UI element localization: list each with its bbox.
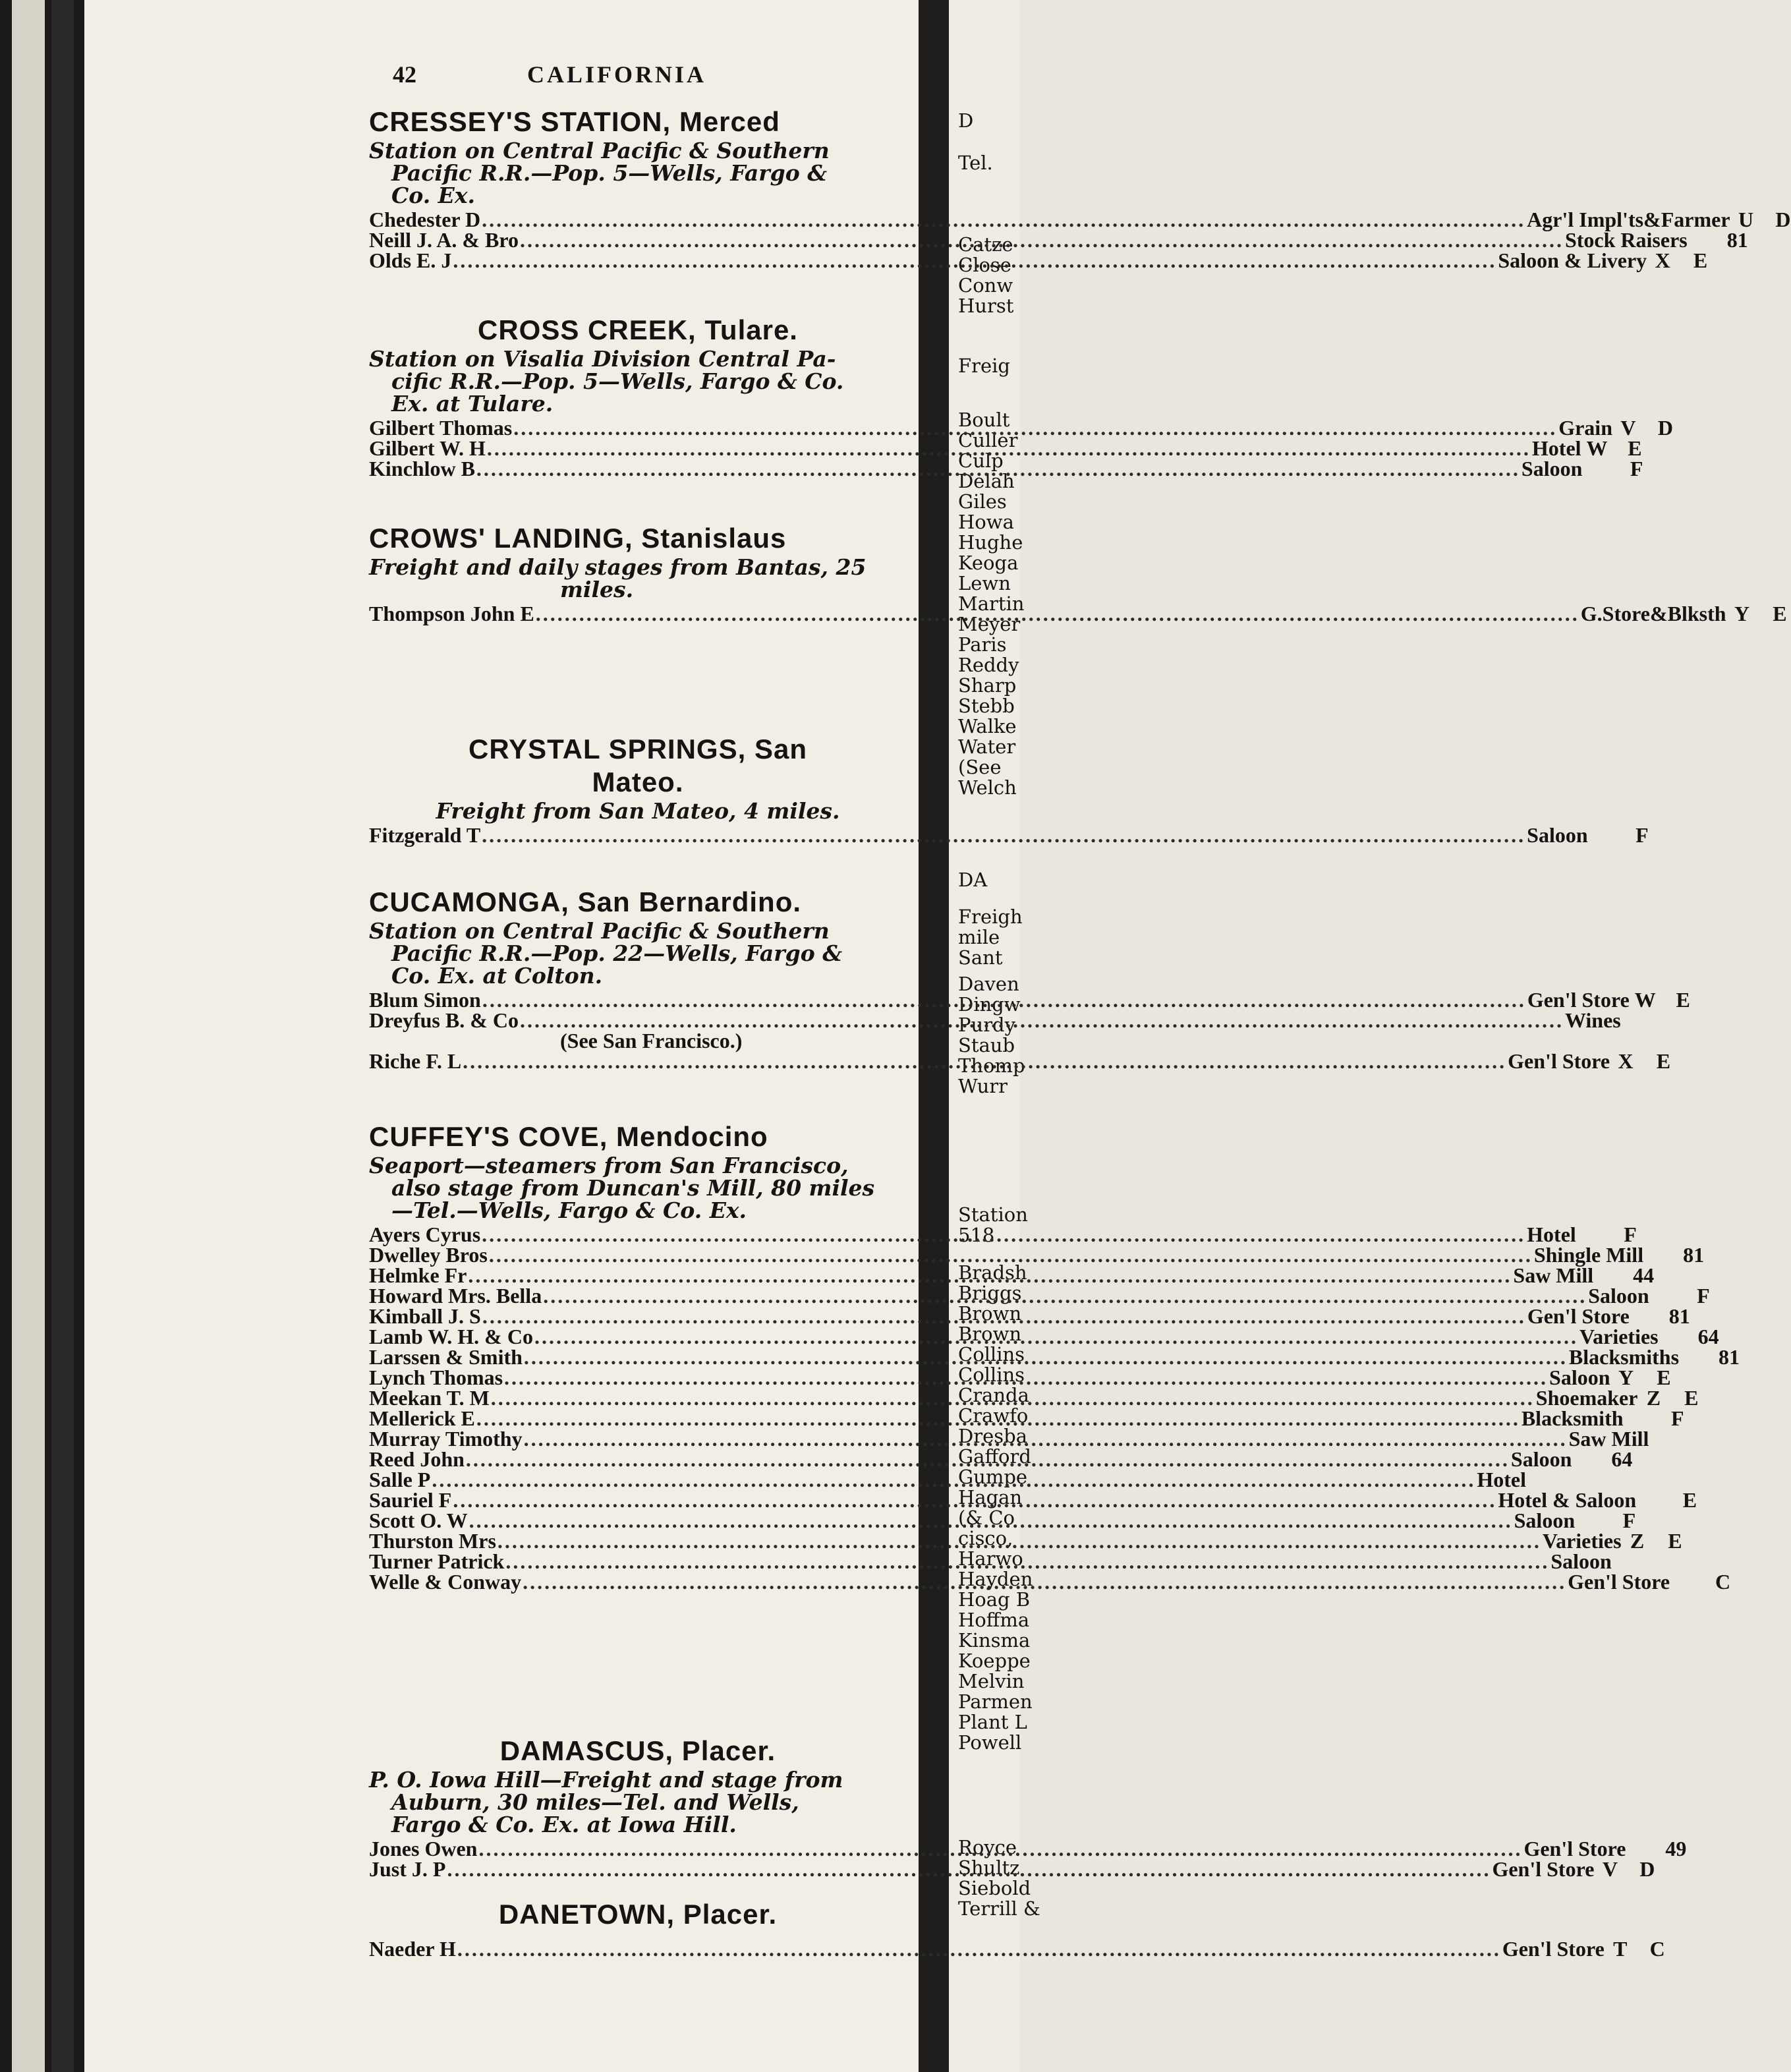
entry-business: Saloon (1514, 1509, 1576, 1532)
leader-dots (466, 1445, 1510, 1470)
facing-page-line: Hagan (958, 1486, 1023, 1509)
capital-rating: F (1624, 1223, 1637, 1246)
entry-business: Saloon (1550, 1549, 1612, 1573)
facing-page-line: Boult (958, 409, 1010, 431)
leader-dots (524, 1347, 1568, 1367)
entry-business: Gen'l Store (1568, 1570, 1670, 1594)
facing-page-line: Melvin (958, 1670, 1025, 1692)
entry-business: Saloon (1510, 1447, 1572, 1471)
entry-business: Gen'l Store (1527, 1304, 1630, 1328)
capital-rating: 81 (1726, 228, 1748, 252)
facing-page-line: Station (958, 1203, 1028, 1226)
entry-business: Varieties (1542, 1529, 1622, 1553)
facing-page-line: Parmen (958, 1690, 1033, 1713)
entry-name: Naeder H (369, 1937, 456, 1961)
capital-rating: 81 (1683, 1243, 1705, 1267)
directory-entry (369, 823, 1649, 847)
leader-dots (543, 1286, 1587, 1306)
capital-rating: 64 (1611, 1447, 1633, 1471)
directory-entry (369, 1509, 1636, 1532)
facing-page-line: Meyer (958, 613, 1021, 635)
facing-page-line: Keoga (958, 552, 1019, 574)
town-heading: CRESSEY'S STATION, Merced (369, 106, 780, 137)
entry-business: Saw Mill (1513, 1263, 1594, 1287)
facing-page-line: D (958, 109, 974, 132)
town-description: Station on Central Pacific & Southern Pacific R.R.—Pop. 22—Wells, Fargo & Co. Ex. at Colton. (369, 918, 843, 989)
facing-page-line: Hayden (958, 1568, 1033, 1590)
credit-rating: X (1618, 1049, 1634, 1073)
facing-page-line: Purdy (958, 1014, 1015, 1036)
entry-business: Saloon (1527, 823, 1588, 847)
entry-business: Hotel & Saloon (1498, 1488, 1637, 1512)
facing-page-line: Reddy (958, 654, 1019, 676)
facing-page-line: Gumpe (958, 1466, 1028, 1488)
credit-rating: Z (1646, 1386, 1661, 1410)
town-heading: CROWS' LANDING, Stanislaus (369, 523, 787, 554)
leader-dots (520, 230, 1564, 250)
capital-rating: 81 (1719, 1345, 1740, 1369)
credit-rating: X (1655, 248, 1670, 272)
credit-rating: V (1620, 416, 1636, 440)
leader-dots (482, 825, 1525, 846)
capital-rating: E (1657, 1366, 1671, 1389)
leader-dots (536, 604, 1579, 624)
facing-page-line: DA (958, 869, 988, 891)
leader-dots (482, 210, 1525, 230)
credit-rating: Y (1734, 602, 1750, 625)
leader-dots (482, 990, 1526, 1010)
leader-dots (478, 1836, 1522, 1859)
entry-name: Riche F. L (369, 1049, 462, 1073)
credit-rating: U (1738, 208, 1754, 231)
facing-page-line: Briggs (958, 1282, 1022, 1304)
capital-rating: F (1697, 1284, 1710, 1308)
facing-page-text-block (949, 153, 993, 173)
leader-dots (469, 1511, 1513, 1531)
facing-page-line: cisco, (958, 1527, 1013, 1549)
facing-page-fragment (949, 0, 1040, 2072)
facing-page-line: Royce (958, 1836, 1017, 1858)
capital-rating: 49 (1665, 1837, 1687, 1860)
facing-page-line: Stebb (958, 695, 1015, 717)
entry-name: Sauriel F (369, 1488, 452, 1512)
entry-name: Neill J. A. & Bro (369, 228, 519, 252)
leader-dots (534, 1327, 1578, 1347)
town-description: Freight from San Mateo, 4 miles. (436, 798, 840, 824)
leader-dots (504, 1364, 1548, 1388)
entry-name: Blum Simon (369, 988, 481, 1012)
credit-rating: Y (1618, 1366, 1634, 1389)
leader-dots (432, 1470, 1475, 1490)
entry-name: Scott O. W (369, 1509, 468, 1532)
capital-rating: F (1635, 823, 1649, 847)
facing-page-line: Dingw (958, 993, 1021, 1016)
facing-page-line: Giles (958, 490, 1007, 513)
capital-rating: F (1622, 1509, 1636, 1532)
directory-entry (369, 208, 1791, 231)
capital-rating: E (1693, 248, 1708, 272)
entry-name: Meekan T. M (369, 1386, 490, 1410)
leader-dots (476, 1404, 1520, 1429)
entry-business: G.Store&Blksth (1580, 602, 1726, 625)
town-heading: CROSS CREEK, Tulare. (478, 314, 798, 345)
facing-page-line: Hoffma (958, 1609, 1030, 1631)
capital-rating: F (1670, 1406, 1684, 1430)
capital-rating: 81 (1668, 1304, 1690, 1328)
entry-business: Gen'l Store (1508, 1049, 1610, 1073)
entry-name: Kimball J. S (369, 1304, 481, 1328)
town-description: Seaport—steamers from San Francisco, also stage from Duncan's Mill, 80 miles —Tel.—Wells, Fargo & Co. Ex. (369, 1153, 875, 1223)
facing-page-line: Sharp (958, 674, 1017, 697)
entry-name: Lynch Thomas (369, 1366, 503, 1389)
facing-page-line: Conw (958, 274, 1013, 297)
leader-dots (520, 1010, 1564, 1031)
entry-business: Stock Raisers (1564, 228, 1688, 252)
leader-dots (453, 250, 1496, 271)
facing-page-text-block (949, 111, 973, 131)
facing-page-line: Close (958, 254, 1011, 276)
cross-reference-note: (See San Francisco.) (560, 1029, 743, 1052)
page-number: 42 (393, 61, 416, 88)
town-heading: DAMASCUS, Placer. (499, 1735, 776, 1766)
facing-page-line: Freigh (958, 906, 1023, 928)
entry-name: Just J. P (369, 1857, 446, 1881)
facing-page-line: Brown (958, 1323, 1022, 1345)
facing-page-line: Bradsh (958, 1261, 1027, 1284)
entry-name: Chedester D (369, 208, 481, 231)
town-heading: CRYSTAL SPRINGS, San Mateo. (469, 734, 807, 797)
entry-business: Saloon (1549, 1366, 1610, 1389)
entry-business: Gen'l Store (1523, 1837, 1626, 1860)
facing-page-line: (& Co (958, 1507, 1015, 1529)
entry-name: Thompson John E (369, 602, 534, 625)
capital-rating: E (1682, 1488, 1697, 1512)
entry-name: Helmke Fr (369, 1263, 467, 1287)
entry-business: Saloon & Livery (1498, 248, 1647, 272)
facing-page-line: Kinsma (958, 1629, 1031, 1652)
entry-business: Hotel (1477, 1468, 1526, 1491)
facing-page-line: 518 (958, 1224, 995, 1246)
credit-rating: Z (1630, 1529, 1645, 1553)
town-description: P. O. Iowa Hill—Freight and stage from Auburn, 30 miles—Tel. and Wells, Fargo & Co. Ex. at Iowa Hill. (369, 1767, 843, 1837)
entry-business: Shoemaker (1535, 1386, 1638, 1410)
facing-page-line: Plant L (958, 1711, 1027, 1733)
entry-name: Jones Owen (369, 1837, 478, 1860)
facing-page-line: Koeppe (958, 1650, 1031, 1672)
facing-page-line: Welch (958, 776, 1017, 799)
entry-business: Varieties (1579, 1325, 1659, 1348)
credit-rating: V (1602, 1857, 1618, 1881)
entry-name: Howard Mrs. Bella (369, 1284, 542, 1308)
entry-name: Larssen & Smith (369, 1345, 523, 1369)
capital-rating: E (1773, 602, 1787, 625)
facing-page-line: Crawfo (958, 1404, 1029, 1427)
facing-page-line: Gafford (958, 1445, 1031, 1468)
entry-business: Gen'l Store (1527, 988, 1630, 1012)
facing-page-line: Tel. (958, 152, 993, 174)
facing-page-line: Hughe (958, 531, 1023, 554)
capital-rating: 44 (1633, 1263, 1655, 1287)
entry-business: Gen'l Store (1502, 1937, 1605, 1961)
entry-name: Thurston Mrs (369, 1529, 496, 1553)
facing-page-line: (See (958, 756, 1002, 778)
town-description: Station on Visalia Division Central Pa- cific R.R.—Pop. 5—Wells, Fargo & Co. Ex. at Tulare. (369, 346, 844, 417)
entry-business: Saw Mill (1568, 1427, 1649, 1451)
entry-name: Mellerick E (369, 1406, 475, 1430)
entry-name: Dwelley Bros (369, 1243, 488, 1267)
book-gutter (919, 0, 949, 2072)
entry-name: Murray Timothy (369, 1427, 523, 1451)
directory-entry (369, 1937, 1665, 1961)
facing-page-line: Hoag B (958, 1588, 1031, 1611)
facing-page-text-block (949, 870, 987, 890)
entry-business: Hotel (1527, 1223, 1576, 1246)
leader-dots (476, 459, 1520, 479)
facing-page-line: Water (958, 735, 1016, 758)
facing-page-line: Paris (958, 633, 1007, 656)
leader-dots (482, 1224, 1525, 1245)
entry-business: Hotel (1531, 436, 1581, 460)
credit-rating: W (1634, 988, 1656, 1012)
leader-dots (498, 1531, 1541, 1551)
capital-rating: C (1649, 1937, 1665, 1961)
facing-page-line: Shultz (958, 1856, 1020, 1879)
facing-page-line: Sant (958, 946, 1003, 969)
entry-business: Agr'l Impl'ts&Farmer (1527, 208, 1730, 231)
capital-rating: D (1639, 1857, 1655, 1881)
capital-rating: E (1628, 436, 1642, 460)
running-header (369, 61, 913, 90)
entry-business: Grain (1558, 416, 1612, 440)
leader-dots (463, 1051, 1506, 1072)
entry-name: Lamb W. H. & Co (369, 1325, 533, 1348)
facing-page-line: Brown (958, 1302, 1022, 1325)
facing-page-line: Wurr (958, 1075, 1008, 1097)
facing-page-line: mile (958, 926, 1000, 948)
credit-rating: T (1613, 1937, 1628, 1961)
entry-business: Blacksmiths (1568, 1345, 1680, 1369)
leader-dots (524, 1429, 1568, 1449)
facing-page-line: Walke (958, 715, 1017, 737)
entry-business: Wines (1564, 1008, 1621, 1032)
facing-page-line: Collins (958, 1343, 1025, 1366)
entry-name: Kinchlow B (369, 457, 475, 480)
directory-entry (369, 1243, 1705, 1267)
facing-page-line: Collins (958, 1364, 1025, 1386)
entry-business: Saloon (1588, 1284, 1649, 1308)
directory-entries (369, 1937, 1665, 1961)
facing-page-line: Staub (958, 1034, 1015, 1056)
capital-rating: D (1775, 208, 1791, 231)
directory-entries (369, 823, 1649, 847)
facing-page-line: Culler (958, 429, 1018, 451)
capital-rating: C (1715, 1570, 1731, 1594)
leader-dots (491, 1388, 1535, 1408)
leader-dots (513, 418, 1557, 438)
entry-name: Olds E. J (369, 248, 452, 272)
capital-rating: D (1657, 416, 1673, 440)
running-title: CALIFORNIA (527, 61, 707, 88)
entry-name: Dreyfus B. & Co (369, 1008, 519, 1032)
capital-rating: 64 (1697, 1325, 1719, 1348)
facing-page-line: Martin (958, 592, 1025, 615)
leader-dots (447, 1856, 1491, 1880)
entry-name: Turner Patrick (369, 1549, 505, 1573)
capital-rating: F (1630, 457, 1643, 480)
leader-dots (468, 1261, 1512, 1286)
facing-page-line: Lewn (958, 572, 1011, 594)
town-description: Freight and daily stages from Bantas, 25 miles. (369, 554, 867, 602)
facing-page-line: Hurst (958, 295, 1014, 317)
leader-dots (453, 1490, 1496, 1511)
entry-name: Salle P (369, 1468, 431, 1491)
facing-page-line: Siebold (958, 1877, 1031, 1899)
town-description: Station on Central Pacific & Southern Pacific R.R.—Pop. 5—Wells, Fargo & Co. Ex. (369, 138, 830, 208)
entry-business: Saloon (1521, 457, 1583, 480)
entry-name: Reed John (369, 1447, 465, 1471)
town-heading: CUFFEY'S COVE, Mendocino (369, 1121, 768, 1152)
entry-name: Fitzgerald T (369, 823, 481, 847)
facing-page-line: Thomp (958, 1054, 1025, 1077)
credit-rating: W (1586, 436, 1608, 460)
leader-dots (505, 1547, 1549, 1572)
capital-rating: E (1676, 988, 1690, 1012)
entry-name: Welle & Conway (369, 1570, 522, 1594)
facing-page-line: Catze (958, 233, 1013, 256)
entry-name: Gilbert Thomas (369, 416, 513, 440)
leader-dots (457, 1939, 1501, 1959)
facing-page-line: Howa (958, 511, 1014, 533)
leader-dots (487, 438, 1531, 459)
facing-page-text-block (949, 907, 1023, 968)
facing-page-line: Dresba (958, 1425, 1028, 1447)
capital-rating: E (1684, 1386, 1699, 1410)
town-heading: CUCAMONGA, San Bernardino. (369, 886, 802, 917)
leader-dots (489, 1245, 1533, 1265)
facing-page-line: Cranda (958, 1384, 1029, 1406)
entry-business: Gen'l Store (1492, 1857, 1595, 1881)
facing-page-line: Harwo (958, 1547, 1023, 1570)
scan-page-edge-shadow (51, 0, 74, 2072)
facing-page-line: Terrill & (958, 1897, 1040, 1920)
leader-dots (523, 1572, 1566, 1592)
capital-rating: E (1656, 1049, 1671, 1073)
facing-page-line: Delah (958, 470, 1015, 492)
facing-page-line: Powell (958, 1731, 1022, 1754)
capital-rating: E (1668, 1529, 1682, 1553)
facing-page-text-block (949, 356, 1010, 376)
entry-business: Shingle Mill (1533, 1243, 1644, 1267)
town-heading: DANETOWN, Placer. (498, 1899, 778, 1930)
facing-page-line: Culp (958, 449, 1004, 472)
facing-page-line: Daven (958, 973, 1019, 995)
scan-page-edge (12, 0, 45, 2072)
facing-page-line: Freig (958, 355, 1010, 377)
entry-business: Blacksmith (1521, 1406, 1624, 1430)
leader-dots (482, 1302, 1526, 1327)
entry-name: Ayers Cyrus (369, 1223, 481, 1246)
entry-name: Gilbert W. H (369, 436, 486, 460)
